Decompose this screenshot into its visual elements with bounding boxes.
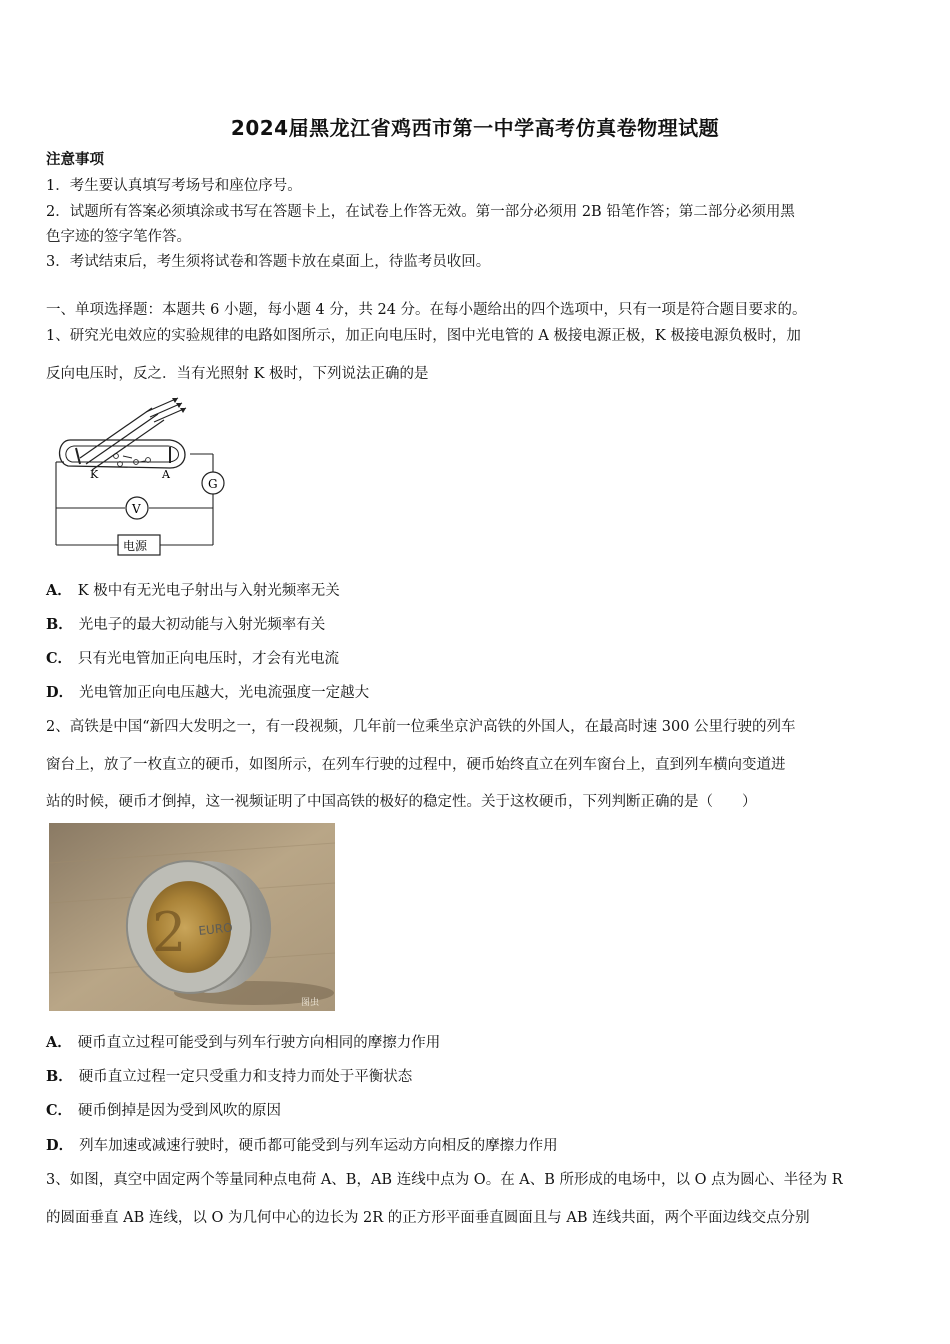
option-letter: B． xyxy=(46,616,73,633)
question-2-text: 窗台上，放了一枚直立的硬币，如图所示，在列车行驶的过程中，硬币始终直立在列车窗台上，直到列车横向变道进 xyxy=(46,757,786,773)
label-g: G xyxy=(208,477,218,491)
question-2-text: 站的时候，硬币才倒掉，这一视频证明了中国高铁的极好的稳定性。关于这枚硬币，下列判断正确的是（ ） xyxy=(46,794,757,810)
coin-text: EURO xyxy=(197,920,234,938)
notice-item: 3．考试结束后，考生须将试卷和答题卡放在桌面上，待监考员收回。 xyxy=(46,254,491,270)
option-letter: D． xyxy=(46,684,74,701)
label-a: A xyxy=(162,468,170,481)
option-text: 光电子的最大初动能与入射光频率有关 xyxy=(78,617,326,633)
option-letter: B． xyxy=(46,1068,73,1085)
photoelectric-circuit-diagram xyxy=(50,390,230,562)
section-heading: 一、单项选择题：本题共 6 小题，每小题 4 分，共 24 分。在每小题给出的四个选项中，只有一项是符合题目要求的。 xyxy=(46,302,807,318)
q1-option-c[interactable] xyxy=(46,649,339,669)
option-text: 光电管加正向电压越大，光电流强度一定越大 xyxy=(79,685,370,701)
notice-item: 色字迹的签字笔作答。 xyxy=(46,229,191,245)
page-title: 2024届黑龙江省鸡西市第一中学高考仿真卷物理试题 xyxy=(230,116,720,140)
q2-option-c[interactable] xyxy=(46,1101,281,1121)
option-text: 硬币直立过程可能受到与列车行驶方向相同的摩擦力作用 xyxy=(77,1035,441,1051)
option-letter: C． xyxy=(46,1102,73,1119)
option-text: K 极中有无光电子射出与入射光频率无关 xyxy=(77,583,340,599)
q1-option-b[interactable] xyxy=(46,615,325,635)
option-letter: A． xyxy=(46,1034,72,1051)
question-3-text: 3、如图，真空中固定两个等量同种点电荷 A、B，AB 连线中点为 O。在 A、B 所形成的电场中，以 O 点为圆心、半径为 R xyxy=(46,1172,843,1188)
q1-option-a[interactable] xyxy=(46,581,340,601)
question-1-text: 反向电压时，反之．当有光照射 K 极时，下列说法正确的是 xyxy=(46,366,429,382)
label-v: V xyxy=(132,502,141,516)
label-k: K xyxy=(90,468,99,481)
option-letter: C． xyxy=(46,650,73,667)
option-text: 硬币倒掉是因为受到风吹的原因 xyxy=(78,1103,282,1119)
notice-item: 1．考生要认真填写考场号和座位序号。 xyxy=(46,178,302,194)
q2-option-a[interactable] xyxy=(46,1033,440,1053)
question-2-text: 2、高铁是中国“新四大发明之一，有一段视频，几年前一位乘坐京沪高铁的外国人，在最高时速 300 公里行驶的列车 xyxy=(46,719,796,735)
photo-watermark: 图虫 xyxy=(301,998,320,1008)
option-text: 列车加速或减速行驶时，硬币都可能受到与列车运动方向相反的摩擦力作用 xyxy=(79,1138,558,1154)
coin-digit: 2 xyxy=(152,901,187,964)
label-power-source: 电源 xyxy=(123,539,148,553)
q2-option-d[interactable] xyxy=(46,1136,558,1156)
option-letter: D． xyxy=(46,1137,74,1154)
option-text: 只有光电管加正向电压时，才会有光电流 xyxy=(78,651,340,667)
notice-heading: 注意事项 xyxy=(46,151,104,168)
q1-option-d[interactable] xyxy=(46,683,369,703)
notice-item: 2．试题所有答案必须填涂或书写在答题卡上，在试卷上作答无效。第一部分必须用 2B 铅笔作答；第二部分必须用黑 xyxy=(46,204,795,220)
option-letter: A． xyxy=(46,582,72,599)
question-1-text: 1、研究光电效应的实验规律的电路如图所示，加正向电压时，图中光电管的 A 极接电源正极，K 极接电源负极时，加 xyxy=(46,328,801,344)
question-3-text: 的圆面垂直 AB 连线，以 O 为几何中心的边长为 2R 的正方形平面垂直圆面且与 AB 连线共面，两个平面边线交点分别 xyxy=(46,1210,810,1226)
standing-coin-photo xyxy=(49,823,335,1011)
option-text: 硬币直立过程一定只受重力和支持力而处于平衡状态 xyxy=(78,1069,413,1085)
q2-option-b[interactable] xyxy=(46,1067,412,1087)
